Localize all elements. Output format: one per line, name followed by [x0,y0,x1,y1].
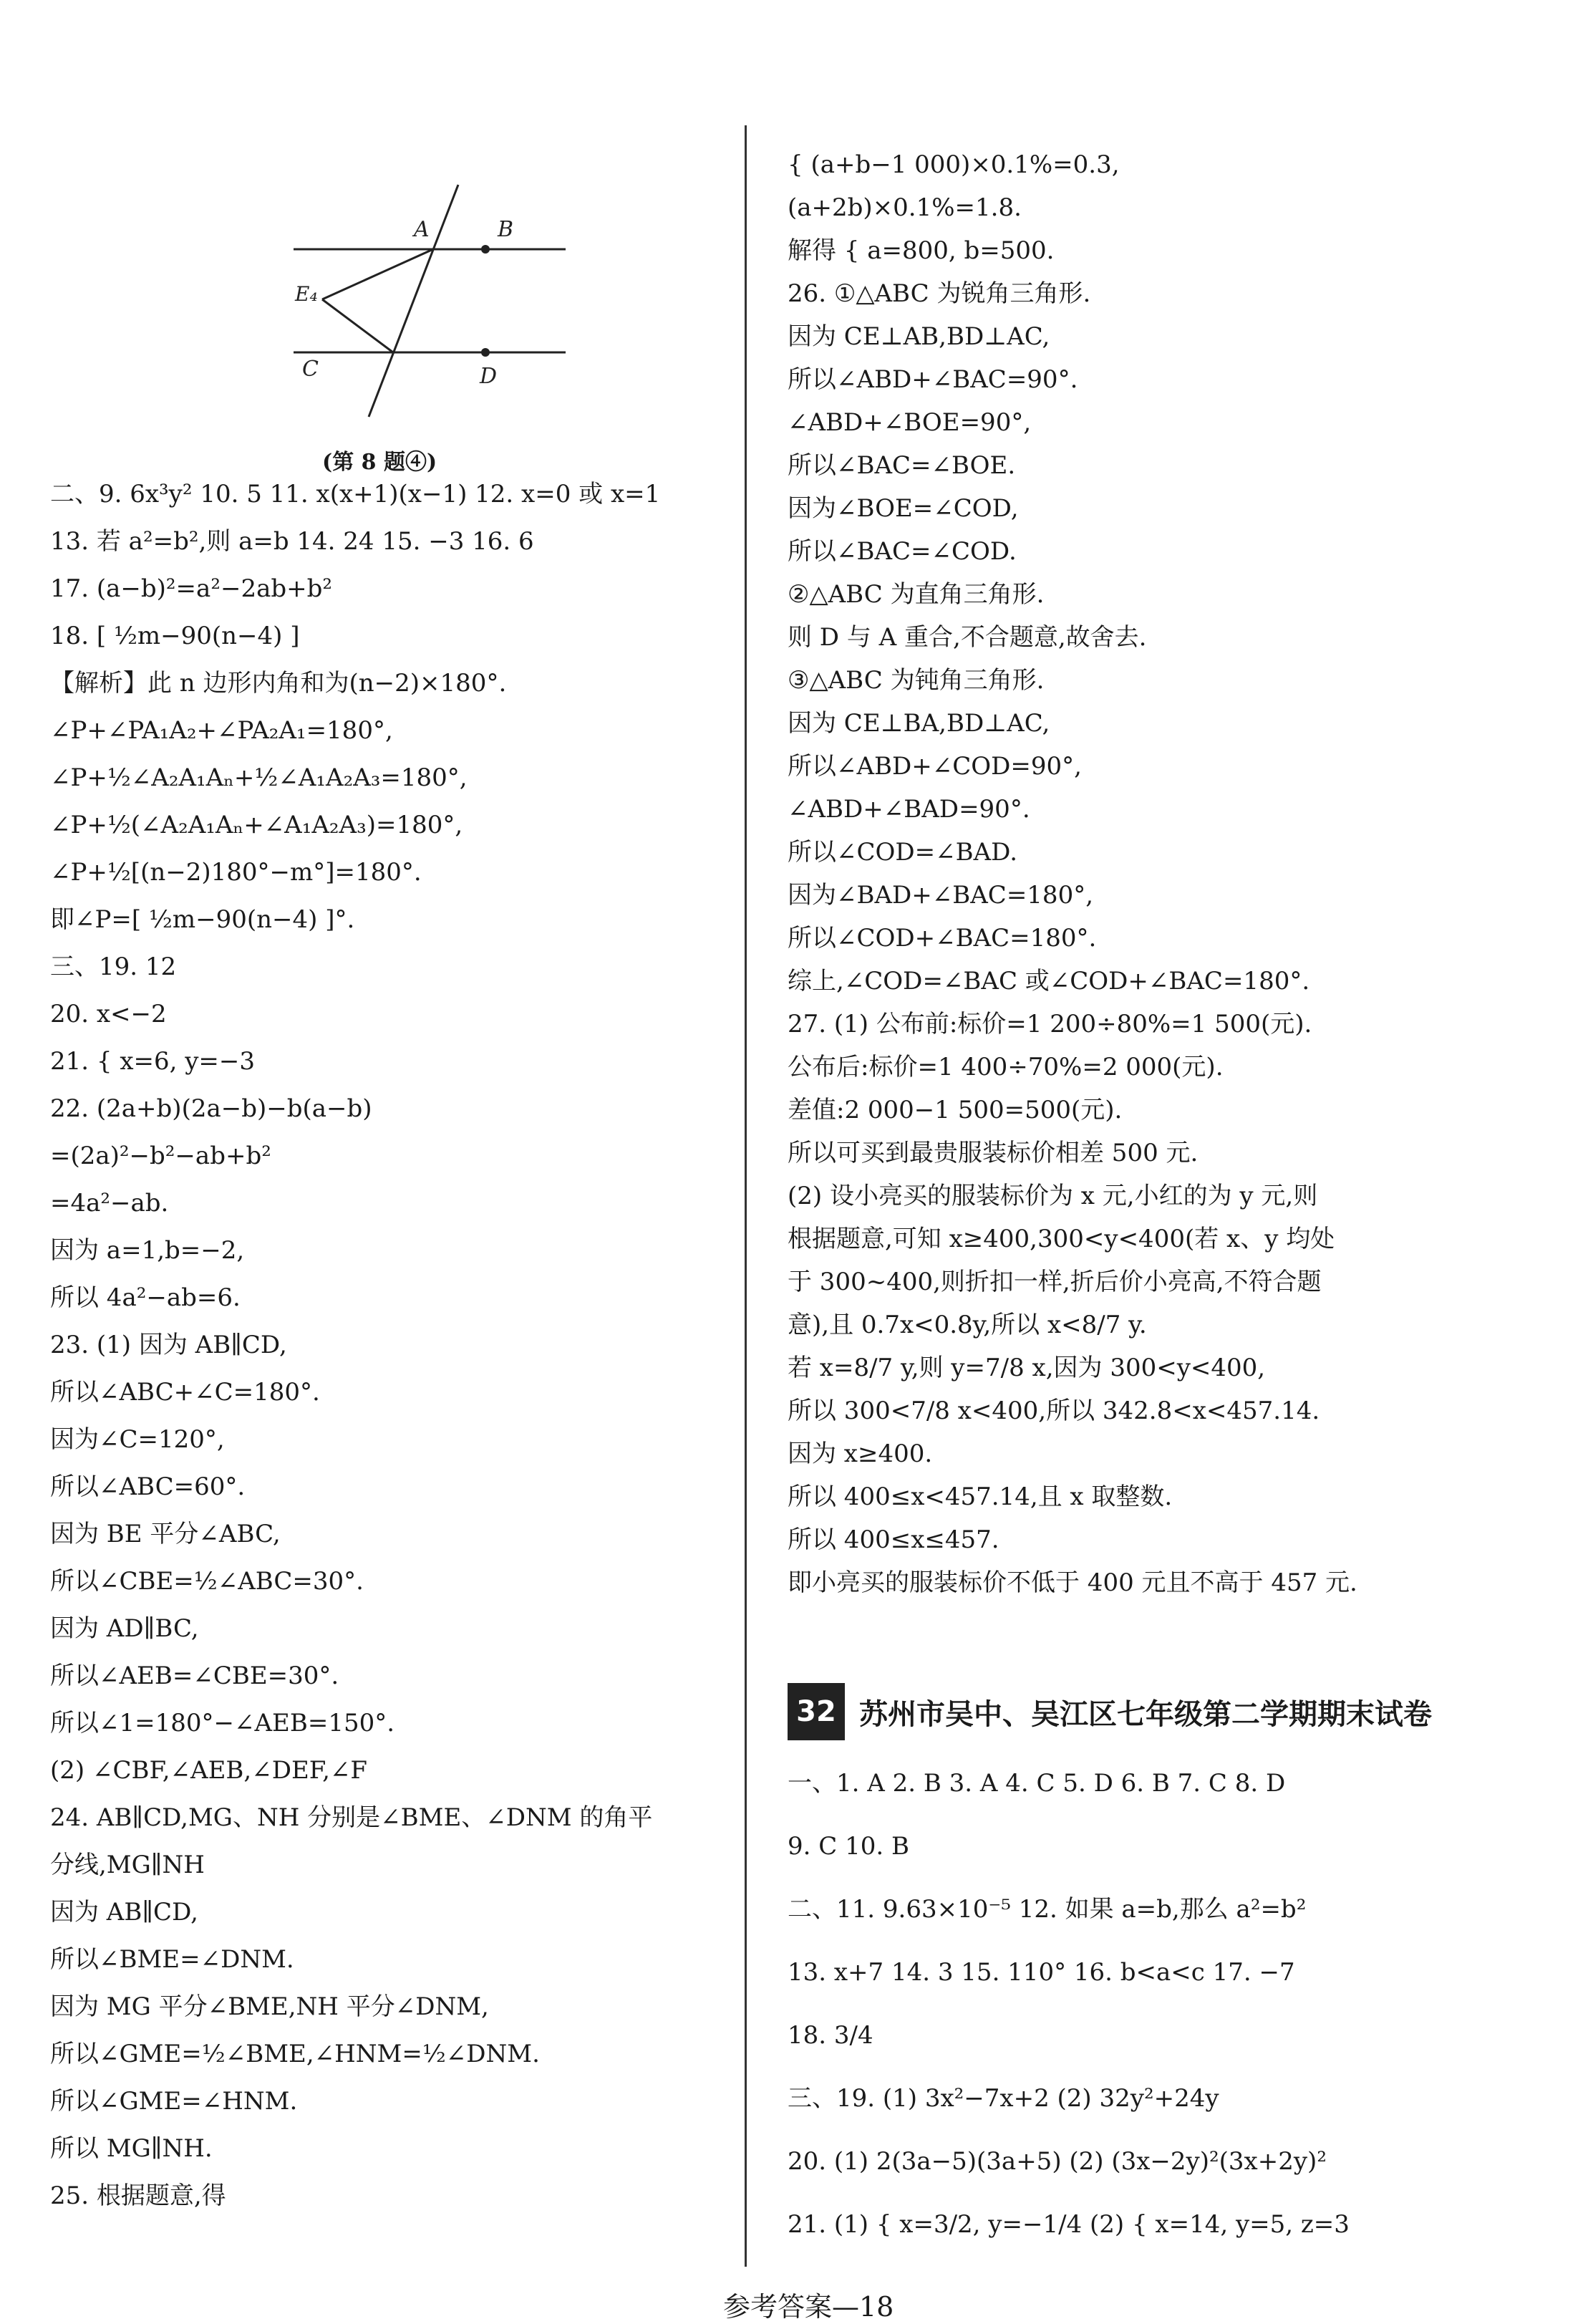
answer-line: 综上,∠COD=∠BAC 或∠COD+∠BAC=180°. [788,967,1310,995]
answer-line: 所以∠ABC=60°. [50,1472,246,1501]
answer-line: 所以∠BME=∠DNM. [50,1945,294,1974]
answer-line: ∠P+½(∠A₂A₁Aₙ+∠A₁A₂A₃)=180°, [50,811,463,839]
figure-label-d: D [480,364,498,389]
answer-line: 所以可买到最贵服装标价相差 500 元. [788,1139,1199,1167]
answer-line: 所以∠BAC=∠BOE. [788,451,1016,480]
answer-line: 23. (1) 因为 AB∥CD, [50,1331,287,1359]
answer-line: 解得 { a=800, b=500. [788,236,1055,265]
answer-line: 意),且 0.7x<0.8y,所以 x<8/7 y. [788,1311,1147,1339]
answer-line: 因为 CE⊥AB,BD⊥AC, [788,322,1050,351]
answer-line: 所以∠CBE=½∠ABC=30°. [50,1567,364,1596]
answer-line: 所以 400≤x≤457. [788,1525,999,1554]
answer-line: 所以∠GME=½∠BME,∠HNM=½∠DNM. [50,2040,540,2068]
figure-label-a: A [414,217,430,242]
column-divider [745,125,747,2267]
answer-line: 所以∠ABD+∠COD=90°, [788,752,1082,781]
answer-line: 因为∠BAD+∠BAC=180°, [788,881,1094,910]
answer-line: 9. C 10. B [788,1832,909,1861]
answer-line: 所以∠ABC+∠C=180°. [50,1378,320,1407]
answer-line: ∠P+½∠A₂A₁Aₙ+½∠A₁A₂A₃=180°, [50,763,468,792]
answer-line: 20. (1) 2(3a−5)(3a+5) (2) (3x−2y)²(3x+2y)² [788,2147,1327,2176]
answer-line: { (a+b−1 000)×0.1%=0.3, [788,150,1120,179]
answer-line: 二、11. 9.63×10⁻⁵ 12. 如果 a=b,那么 a²=b² [788,1895,1307,1924]
answer-line: (2) ∠CBF,∠AEB,∠DEF,∠F [50,1756,367,1785]
answer-line: 所以 4a²−ab=6. [50,1283,241,1312]
answer-line: 因为∠C=120°, [50,1425,225,1454]
answer-line: ③△ABC 为钝角三角形. [788,666,1045,695]
answer-line: ②△ABC 为直角三角形. [788,580,1045,609]
section-banner [788,1683,1546,1740]
answer-line: 即小亮买的服装标价不低于 400 元且不高于 457 元. [788,1568,1357,1597]
answer-line: 20. x<−2 [50,1000,167,1028]
answer-line: (2) 设小亮买的服装标价为 x 元,小红的为 y 元,则 [788,1182,1318,1210]
answer-line: 13. 若 a²=b²,则 a=b 14. 24 15. −3 16. 6 [50,527,534,556]
answer-line: ∠ABD+∠BOE=90°, [788,408,1032,437]
answer-line: 三、19. 12 [50,953,177,981]
answer-line: 因为 BE 平分∠ABC, [50,1520,281,1548]
page-footer: 参考答案—18 [723,2291,894,2323]
answer-line: 则 D 与 A 重合,不合题意,故舍去. [788,623,1147,652]
answer-line: 公布后:标价=1 400÷70%=2 000(元). [788,1053,1224,1081]
answer-line: 所以∠COD+∠BAC=180°. [788,924,1097,953]
answer-line: 因为 MG 平分∠BME,NH 平分∠DNM, [50,1992,489,2021]
figure-label-c: C [302,357,319,382]
answer-line: 因为 a=1,b=−2, [50,1236,245,1265]
answer-line: 若 x=8/7 y,则 y=7/8 x,因为 300<y<400, [788,1354,1266,1382]
answer-line: 因为 CE⊥BA,BD⊥AC, [788,709,1050,738]
answer-line: 根据题意,可知 x≥400,300<y<400(若 x、y 均处 [788,1225,1335,1253]
figure-label-e: E₄ [295,282,318,306]
answer-line: ∠ABD+∠BAD=90°. [788,795,1030,824]
answer-line: 18. 3/4 [788,2021,873,2050]
answer-line: 即∠P=[ ½m−90(n−4) ]°. [50,905,355,934]
answer-line: ∠P+½[(n−2)180°−m°]=180°. [50,858,422,887]
answer-line: 【解析】此 n 边形内角和为(n−2)×180°. [50,669,507,698]
answer-line: 所以∠GME=∠HNM. [50,2087,298,2116]
answer-line: =4a²−ab. [50,1189,169,1218]
answer-line: 25. 根据题意,得 [50,2181,226,2210]
answer-line: 18. [ ½m−90(n−4) ] [50,622,300,650]
answer-line: 所以 MG∥NH. [50,2134,213,2163]
answer-line: 所以∠AEB=∠CBE=30°. [50,1662,339,1690]
answer-line: 所以 300<7/8 x<400,所以 342.8<x<457.14. [788,1397,1320,1425]
answer-line: 26. ①△ABC 为锐角三角形. [788,279,1091,308]
answer-line: =(2a)²−b²−ab+b² [50,1142,271,1170]
answer-line: 差值:2 000−1 500=500(元). [788,1096,1123,1124]
answer-line: 所以∠ABD+∠BAC=90°. [788,365,1078,394]
answer-line: 17. (a−b)²=a²−2ab+b² [50,574,332,603]
figure-caption: (第 8 题④) [322,450,437,475]
answer-line: ∠P+∠PA₁A₂+∠PA₂A₁=180°, [50,716,393,745]
answer-line: 13. x+7 14. 3 15. 110° 16. b<a<c 17. −7 [788,1958,1295,1987]
answer-line: 所以∠1=180°−∠AEB=150°. [50,1709,395,1737]
answer-line: 因为 AD∥BC, [50,1614,199,1643]
answer-line: (a+2b)×0.1%=1.8. [788,193,1022,222]
answer-line: 所以∠BAC=∠COD. [788,537,1017,566]
figure-label-b: B [498,217,514,242]
answer-line: 二、9. 6x³y² 10. 5 11. x(x+1)(x−1) 12. x=0 或 x=1 [50,480,661,508]
answer-line: 21. { x=6, y=−3 [50,1047,256,1076]
answer-line: 因为∠BOE=∠COD, [788,494,1019,523]
section-number: 32 [788,1683,845,1740]
answer-line: 一、1. A 2. B 3. A 4. C 5. D 6. B 7. C 8. D [788,1769,1286,1798]
answer-line: 所以∠COD=∠BAD. [788,838,1018,867]
answer-line: 22. (2a+b)(2a−b)−b(a−b) [50,1094,372,1123]
answer-line: 所以 400≤x<457.14,且 x 取整数. [788,1482,1173,1511]
geometry-figure [243,129,587,430]
answer-line: 因为 AB∥CD, [50,1898,198,1927]
answer-line: 因为 x≥400. [788,1440,933,1468]
answer-line: 三、19. (1) 3x²−7x+2 (2) 32y²+24y [788,2084,1219,2113]
answer-line: 21. (1) { x=3/2, y=−1/4 (2) { x=14, y=5, z=3 [788,2210,1350,2239]
answer-line: 24. AB∥CD,MG、NH 分别是∠BME、∠DNM 的角平 [50,1803,653,1832]
answer-line: 分线,MG∥NH [50,1851,205,1879]
answer-line: 27. (1) 公布前:标价=1 200÷80%=1 500(元). [788,1010,1312,1038]
section-title: 苏州市吴中、吴江区七年级第二学期期末试卷 [859,1698,1432,1731]
answer-line: 于 300~400,则折扣一样,折后价小亮高,不符合题 [788,1268,1322,1296]
